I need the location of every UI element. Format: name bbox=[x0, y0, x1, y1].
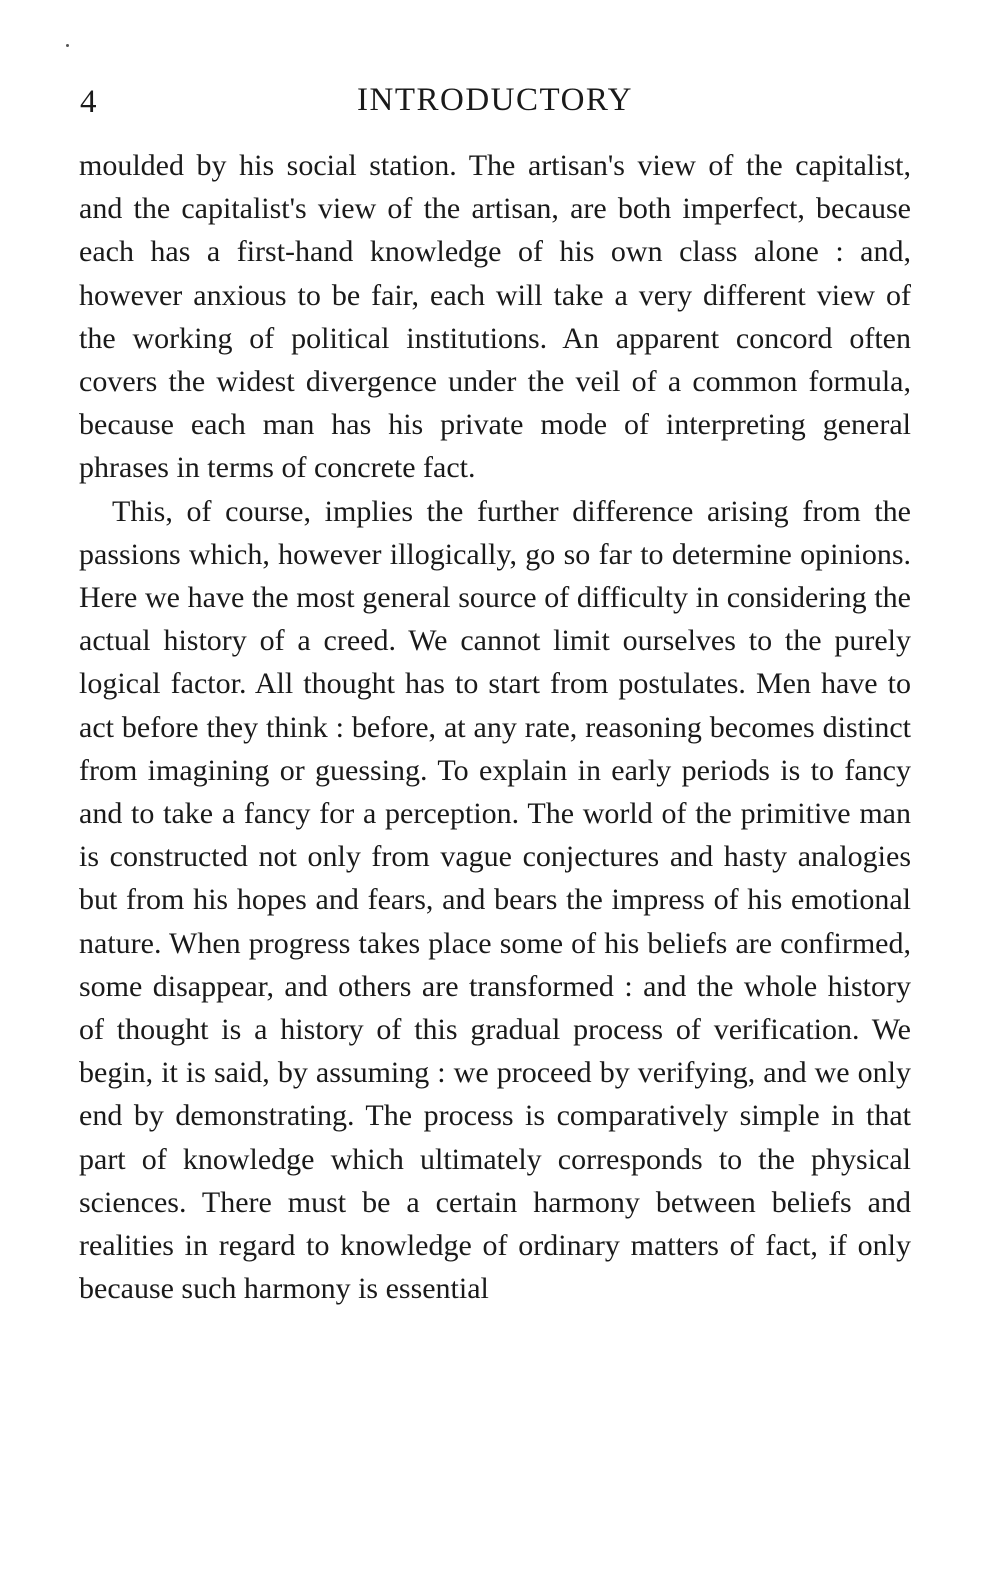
paragraph-2: This, of course, implies the further difference arising from the passions which, however illogically, go so far to determine opinions. Here we have the most general source of difficulty in considering the actual history of a creed. We cannot limit ourselves to the purely logical factor. All thought has to start from postulates. Men have to act before they think : before, at any rate, reasoning becomes distinct from imagining or guessing. To explain in early periods is to fancy and to take a fancy for a perception. The world of the primitive man is constructed not only from vague conjectures and hasty analogies but from his hopes and fears, and bears the impress of his emotional nature. When progress takes place some of his beliefs are confirmed, some disappear, and others are transformed : and the whole history of thought is a history of this gradual process of verification. We begin, it is said, by assuming : we proceed by verifying, and we only end by demonstrating. The process is comparatively simple in that part of knowledge which ultimately corresponds to the physical sciences. There must be a certain harmony between beliefs and realities in regard to knowledge of ordinary matters of fact, if only because such harmony is essential bbox=[79, 494, 911, 1306]
body-text bbox=[79, 144, 911, 1310]
ink-speck bbox=[66, 44, 69, 47]
page-header bbox=[80, 76, 910, 126]
running-head: INTRODUCTORY bbox=[357, 82, 633, 118]
paragraph-1: moulded by his social station. The artisan's view of the capitalist, and the capitalist's view of the artisan, are both imperfect, because each has a first-hand knowledge of his own class alone : and, however anxious to be fair, each will take a very different view of the working of political institutions. An apparent concord often covers the widest divergence under the veil of a common formula, because each man has his private mode of interpreting general phrases in terms of concrete fact. bbox=[79, 149, 911, 485]
page-number: 4 bbox=[80, 84, 97, 120]
